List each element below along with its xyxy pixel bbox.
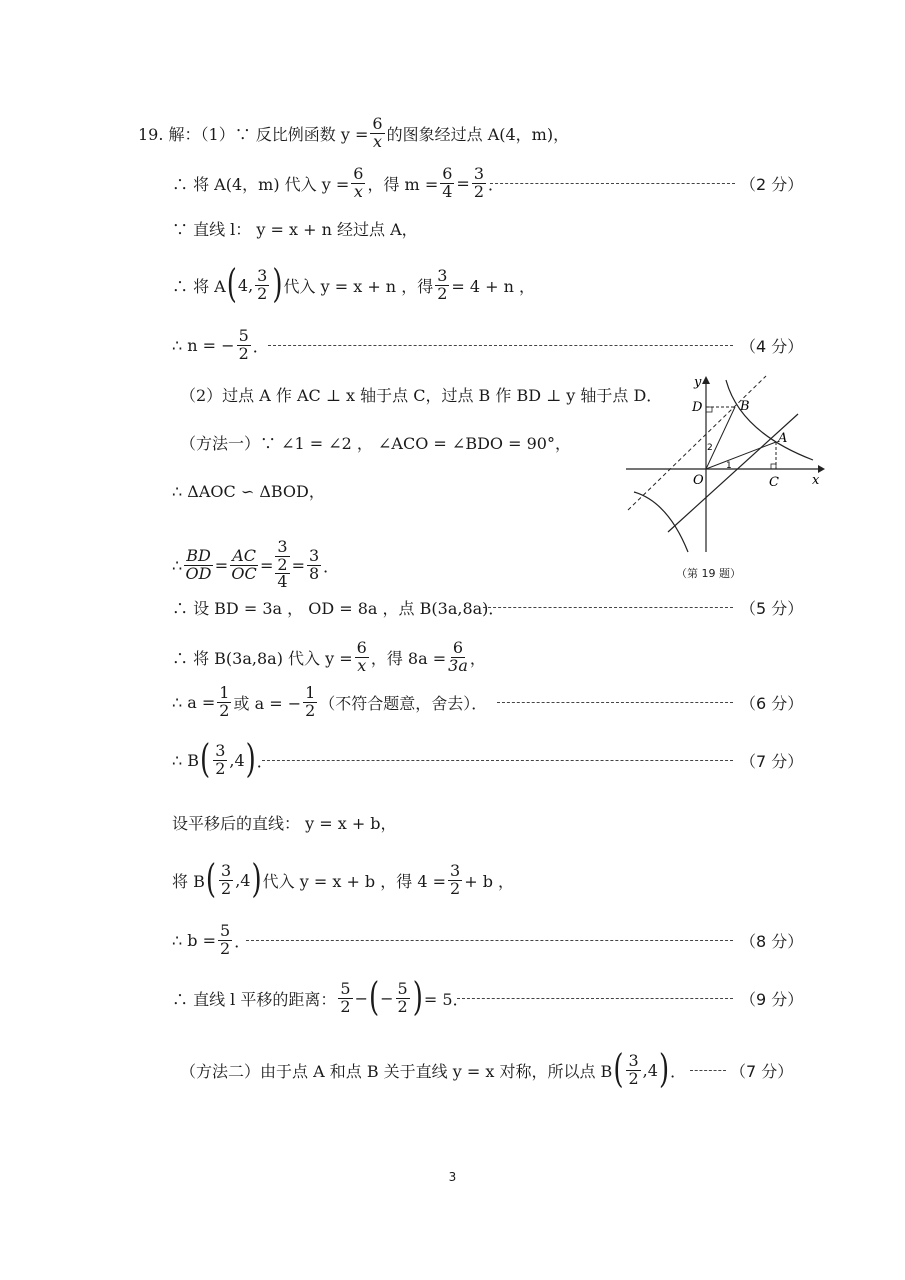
text: 设平移后的直线： y = x + b， xyxy=(172,813,397,833)
den: x xyxy=(353,181,363,201)
text: ,4 xyxy=(229,750,245,770)
label-A: A xyxy=(778,431,788,446)
score: （5 分） xyxy=(740,599,804,618)
num: 3 xyxy=(308,545,320,565)
line-17: ∴ 直线 l 平移的距离： $\frac{5}{2}$ − ( − $\frac{5}{2}$ ) = 5． xyxy=(172,975,469,1021)
label-O: O xyxy=(693,473,704,488)
fraction-3-over-8 xyxy=(307,545,321,583)
fraction-BD-over-OD xyxy=(184,545,213,583)
text: 或 a = − xyxy=(233,693,302,713)
fraction-6-over-3a xyxy=(448,637,468,675)
num: 5 xyxy=(340,978,351,998)
num: 3 xyxy=(450,860,461,880)
label-angle-2: 2 xyxy=(707,443,713,453)
text: ∴ 将 A(4，m) 代入 y = xyxy=(172,174,350,194)
line-1 xyxy=(138,113,569,153)
x-axis-arrow xyxy=(818,465,825,473)
den: x xyxy=(373,131,383,151)
line-6 xyxy=(180,374,662,414)
num: 5 xyxy=(397,978,408,998)
num: 5 xyxy=(238,325,249,345)
geometry-figure xyxy=(618,372,828,557)
text: 代入 y = x + b ，得 4 = xyxy=(262,871,447,891)
dash-leader xyxy=(457,998,733,999)
hyperbola-branch-1 xyxy=(726,380,813,460)
fraction-3-over-2 xyxy=(213,740,227,778)
line-10 xyxy=(172,587,504,627)
label-B: B xyxy=(740,399,750,414)
text: ，得 8a = xyxy=(370,648,447,668)
den: 2 xyxy=(305,700,316,720)
text: ∴ b = xyxy=(172,930,216,950)
num: BD xyxy=(186,545,211,565)
text: ,4 xyxy=(235,870,251,890)
num: 3 xyxy=(221,860,232,880)
den: 2 xyxy=(219,700,230,720)
line-2: ∴ 将 A(4，m) 代入 y = $\frac{6}{x}$ ，得 m = $\frac{6}{4}$ = $\frac{3}{2}$ ． xyxy=(172,163,505,201)
text: ，得 m = xyxy=(367,174,439,194)
fraction-6-over-x xyxy=(370,113,384,151)
text: 代入 y = x + n ，得 xyxy=(283,276,434,296)
text: ∴ a = xyxy=(172,692,216,712)
dash-leader xyxy=(246,940,733,941)
text: ∴ n = − xyxy=(172,335,235,355)
den: 2 xyxy=(221,878,232,898)
line-11: ∴ 将 B(3a,8a) 代入 y = $\frac{6}{x}$ ，得 8a = $\frac{6}{3a}$ ， xyxy=(172,637,486,675)
text: ∴ 将 B(3a,8a) 代入 y = xyxy=(172,648,353,668)
line-3 xyxy=(172,208,418,248)
right-angle-C xyxy=(771,464,776,469)
num: 1 xyxy=(305,682,316,702)
fraction-3-over-2 xyxy=(435,265,449,303)
line-14 xyxy=(172,802,397,842)
dash-leader xyxy=(483,607,733,608)
fraction-1-over-2 xyxy=(217,682,231,720)
fraction-3-over-2 xyxy=(255,265,269,303)
text: 将 B xyxy=(172,871,205,891)
label-C: C xyxy=(769,475,779,490)
fraction-6-over-4 xyxy=(440,163,454,201)
fraction-3-over-2 xyxy=(219,860,233,898)
fraction-5-over-2 xyxy=(218,920,232,958)
line-4: ∴ 将 A ( 4, $\frac{3}{2}$ ) 代入 y = x + n ，得 $\frac{3}{2}$ = 4 + n ， xyxy=(172,262,536,308)
num: 6 xyxy=(372,113,383,133)
text: （不符合题意，舍去）． xyxy=(319,693,488,713)
text: （方法二）由于点 A 和点 B 关于直线 y = x 对称，所以点 B xyxy=(180,1061,613,1081)
num: 3 xyxy=(277,536,288,556)
score: （6 分） xyxy=(740,694,804,713)
fraction-3-over-2 xyxy=(626,1050,640,1088)
score: （8 分） xyxy=(740,932,804,951)
fraction-5-over-2 xyxy=(237,325,251,363)
den: 2 xyxy=(215,758,226,778)
label-angle-1: 1 xyxy=(726,461,732,471)
fraction-5-over-2 xyxy=(396,978,410,1016)
text: ,4 xyxy=(642,1060,658,1080)
line-5: ∴ n = − $\frac{5}{2}$ ． xyxy=(172,325,269,363)
label-y: y xyxy=(694,375,702,390)
dash-leader xyxy=(262,760,733,761)
den: 2 xyxy=(437,283,448,303)
num: 3 xyxy=(473,163,485,183)
score: （7 分） xyxy=(730,1062,794,1081)
text: （2）过点 A 作 AC ⊥ x 轴于点 C，过点 B 作 BD ⊥ y 轴于点 D． xyxy=(180,385,663,405)
text: = 4 + n ， xyxy=(451,276,536,296)
label-D: D xyxy=(692,400,703,415)
text: 19. 解：（1）∵ 反比例函数 y = xyxy=(138,124,369,144)
num: 1 xyxy=(219,682,230,702)
den: 3a xyxy=(448,655,468,675)
den: 2 xyxy=(277,554,288,574)
text: + b ， xyxy=(464,871,515,891)
page-number: 3 xyxy=(448,1170,457,1184)
line-12 xyxy=(172,682,487,722)
line-15: 将 B ( $\frac{3}{2}$ ,4 ) 代入 y = x + b ，得 4 = $\frac{3}{2}$ + b ， xyxy=(172,857,515,903)
text: ∵ 直线 l： y = x + n 经过点 A， xyxy=(172,219,418,239)
dash-leader xyxy=(490,183,735,184)
den: 2 xyxy=(340,996,351,1016)
num: 3 xyxy=(437,265,448,285)
score: （7 分） xyxy=(740,752,804,771)
fraction-5-over-2 xyxy=(338,978,352,1016)
den: 2 xyxy=(257,283,268,303)
den: 2 xyxy=(628,1068,639,1088)
den: OD xyxy=(185,563,212,583)
dash-leader xyxy=(268,345,733,346)
den: 2 xyxy=(238,343,249,363)
text: ∴ B xyxy=(172,750,200,770)
num: 3 xyxy=(257,265,268,285)
text: = 5． xyxy=(423,989,469,1009)
right-angle-D xyxy=(706,407,712,412)
dash-leader xyxy=(690,1070,726,1071)
line-9: ∴ $\frac{BD}{OD}$ = $\frac{AC}{OC}$ = $\frac{\frac{3}{2}}{4}$ = $\frac{3}{8}$ ． xyxy=(172,536,340,592)
fraction-3-2-over-4 xyxy=(275,536,289,592)
den: OC xyxy=(231,563,257,583)
num: 3 xyxy=(215,740,226,760)
figure-caption: （第 19 题） xyxy=(676,567,741,580)
den: 2 xyxy=(397,996,408,1016)
den: 2 xyxy=(450,878,461,898)
line-8 xyxy=(172,470,325,510)
text: ∴ 设 BD = 3a ， OD = 8a ，点 B(3a,8a)． xyxy=(172,598,505,618)
text: ∴ 直线 l 平移的距离： xyxy=(172,989,337,1009)
label-x: x xyxy=(812,473,820,488)
den: x xyxy=(357,655,367,675)
num: 6 xyxy=(353,163,364,183)
y-axis-arrow xyxy=(702,376,710,384)
text: ∴ 将 A xyxy=(172,276,226,296)
text: （方法一）∵ ∠1 = ∠2 ， ∠ACO = ∠BDO = 90°， xyxy=(180,433,571,453)
line-13: ∴ B ( $\frac{3}{2}$ ,4 ) ． xyxy=(172,737,273,783)
den: 2 xyxy=(473,181,485,201)
fraction-6-over-x xyxy=(351,163,365,201)
fraction-3-over-2 xyxy=(472,163,486,201)
fraction-AC-over-OC xyxy=(230,545,258,583)
dash-leader xyxy=(497,702,733,703)
line-18: （方法二）由于点 A 和点 B 关于直线 y = x 对称，所以点 B ( $\frac{3}{2}$ ,4 ) ． xyxy=(180,1047,687,1093)
text: 4, xyxy=(237,275,254,295)
score: （2 分） xyxy=(740,175,804,194)
num: 6 xyxy=(356,637,367,657)
num: AC xyxy=(232,545,256,565)
fraction-1-over-2 xyxy=(303,682,317,720)
fraction-6-over-x xyxy=(355,637,369,675)
num: 3 xyxy=(628,1050,639,1070)
num: 6 xyxy=(442,163,453,183)
text: ∴ ΔAOC ∽ ΔBOD， xyxy=(172,481,325,501)
den: 4 xyxy=(442,181,453,201)
den: 4 xyxy=(277,572,288,592)
line-7 xyxy=(180,422,571,462)
den: 2 xyxy=(220,938,231,958)
score: （4 分） xyxy=(740,337,804,356)
num: 5 xyxy=(220,920,231,940)
num: 6 xyxy=(452,637,464,657)
den: 8 xyxy=(308,563,320,583)
text: 的图象经过点 A(4，m)， xyxy=(386,124,570,144)
score: （9 分） xyxy=(740,990,804,1009)
translated-line xyxy=(628,376,766,510)
fraction-3-over-2 xyxy=(448,860,462,898)
line-16: ∴ b = $\frac{5}{2}$ ． xyxy=(172,920,251,958)
